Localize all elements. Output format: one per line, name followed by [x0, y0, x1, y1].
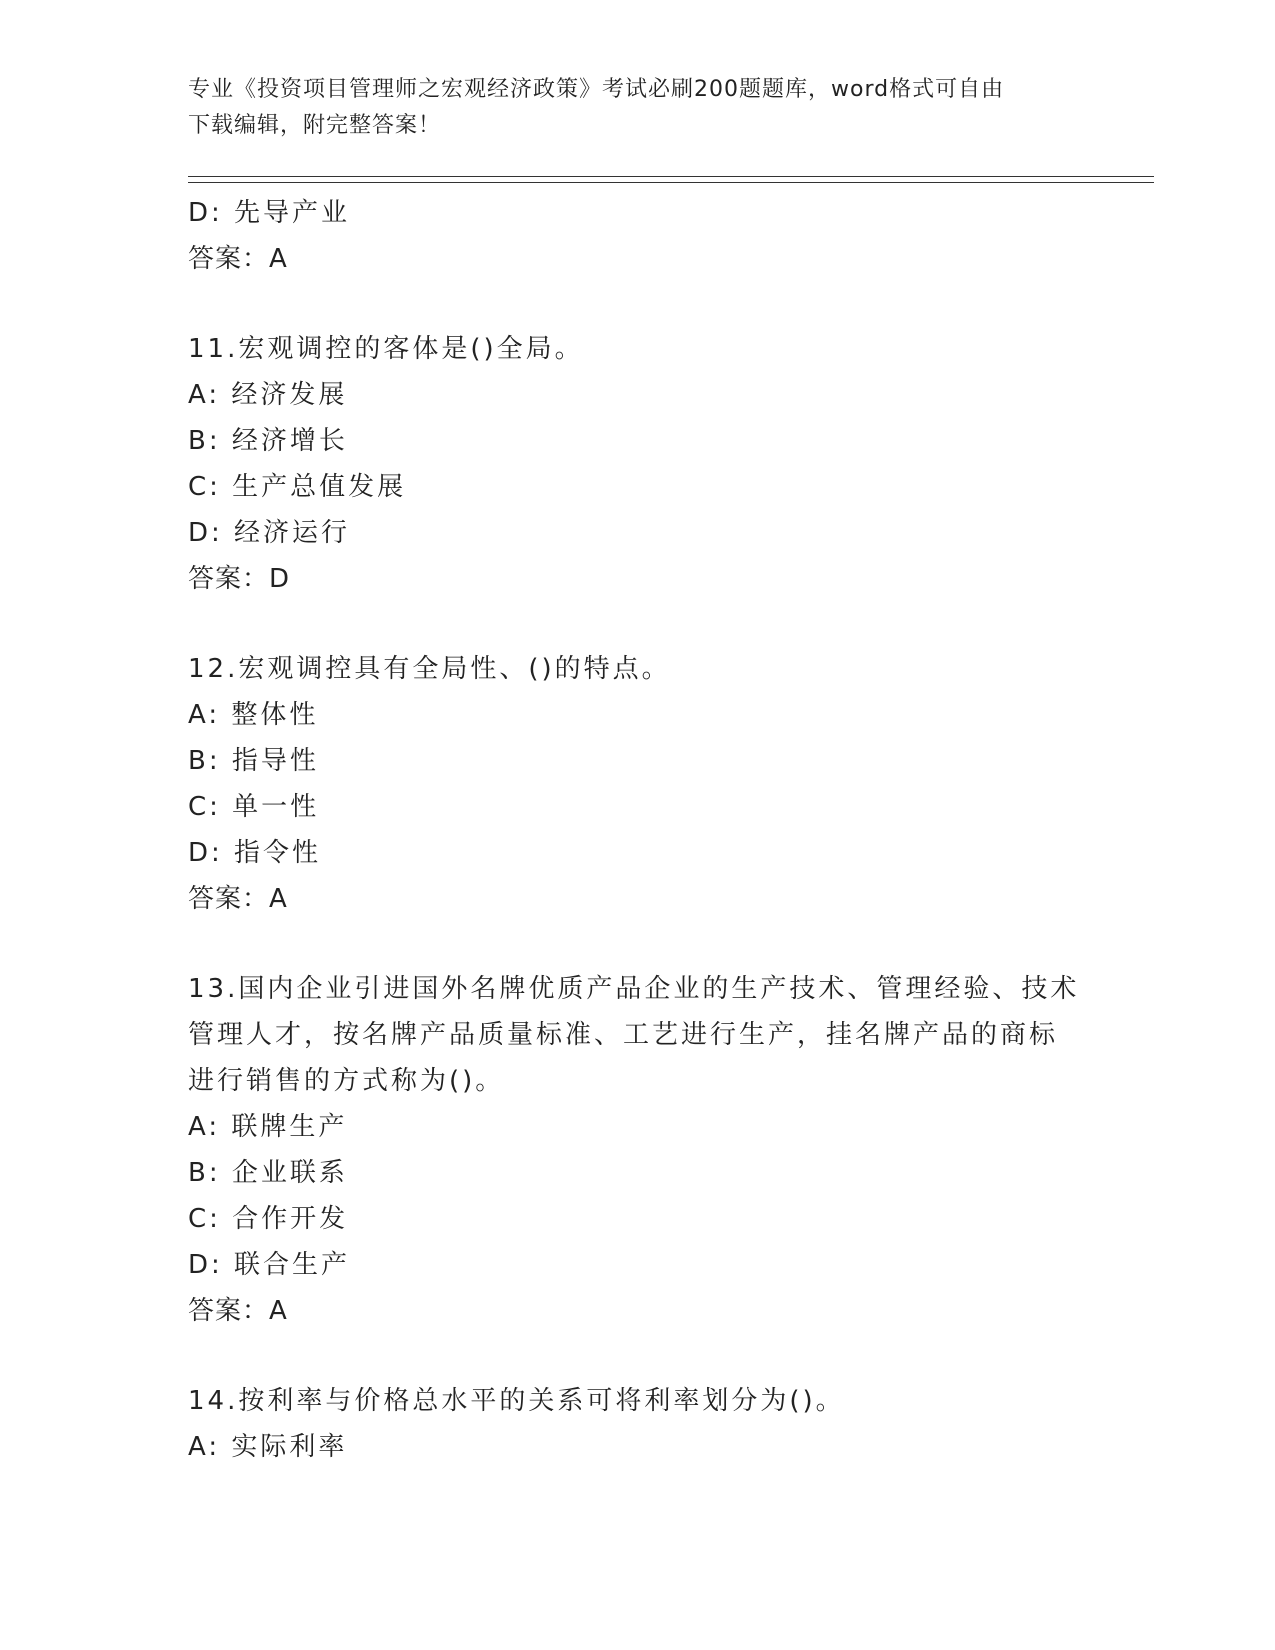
document-body	[188, 190, 1088, 1470]
question-13-option-d: D: 联合生产	[188, 1250, 351, 1280]
question-14-option-a: A: 实际利率	[188, 1432, 348, 1462]
option-d-prev: D: 先导产业	[188, 198, 351, 228]
header-divider-top	[188, 176, 1154, 177]
question-14-text: 14.按利率与价格总水平的关系可将利率划分为()。	[188, 1386, 845, 1416]
question-12-option-c: C: 单一性	[188, 792, 320, 822]
question-12-text: 12.宏观调控具有全局性、()的特点。	[188, 654, 671, 684]
question-11-option-a: A: 经济发展	[188, 380, 348, 410]
question-11-option-c: C: 生产总值发展	[188, 472, 407, 502]
question-12-option-d: D: 指令性	[188, 838, 322, 868]
header-divider-bottom	[188, 182, 1154, 183]
question-13-text-line-3: 进行销售的方式称为()。	[188, 1066, 505, 1096]
question-12-option-a: A: 整体性	[188, 700, 319, 730]
question-13-text-line-2: 管理人才，按名牌产品质量标准、工艺进行生产，挂名牌产品的商标	[188, 1020, 1059, 1050]
header-line-1: 专业《投资项目管理师之宏观经济政策》考试必刷200题题库，word格式可自由	[188, 77, 1005, 102]
question-13-option-b: B: 企业联系	[188, 1158, 348, 1188]
question-13-option-a: A: 联牌生产	[188, 1112, 348, 1142]
answer-prev: 答案：A	[188, 244, 288, 274]
question-12-option-b: B: 指导性	[188, 746, 319, 776]
document-header	[188, 72, 1088, 144]
question-12-answer: 答案：A	[188, 884, 288, 914]
question-13-text-line-1: 13.国内企业引进国外名牌优质产品企业的生产技术、管理经验、技术	[188, 974, 1080, 1004]
question-11-text: 11.宏观调控的客体是()全局。	[188, 334, 584, 364]
header-line-2: 下载编辑，附完整答案！	[188, 113, 442, 138]
question-11-answer: 答案：D	[188, 564, 291, 594]
question-11-option-d: D: 经济运行	[188, 518, 351, 548]
question-11-option-b: B: 经济增长	[188, 426, 348, 456]
question-13-option-c: C: 合作开发	[188, 1204, 349, 1234]
question-13-answer: 答案：A	[188, 1296, 288, 1326]
